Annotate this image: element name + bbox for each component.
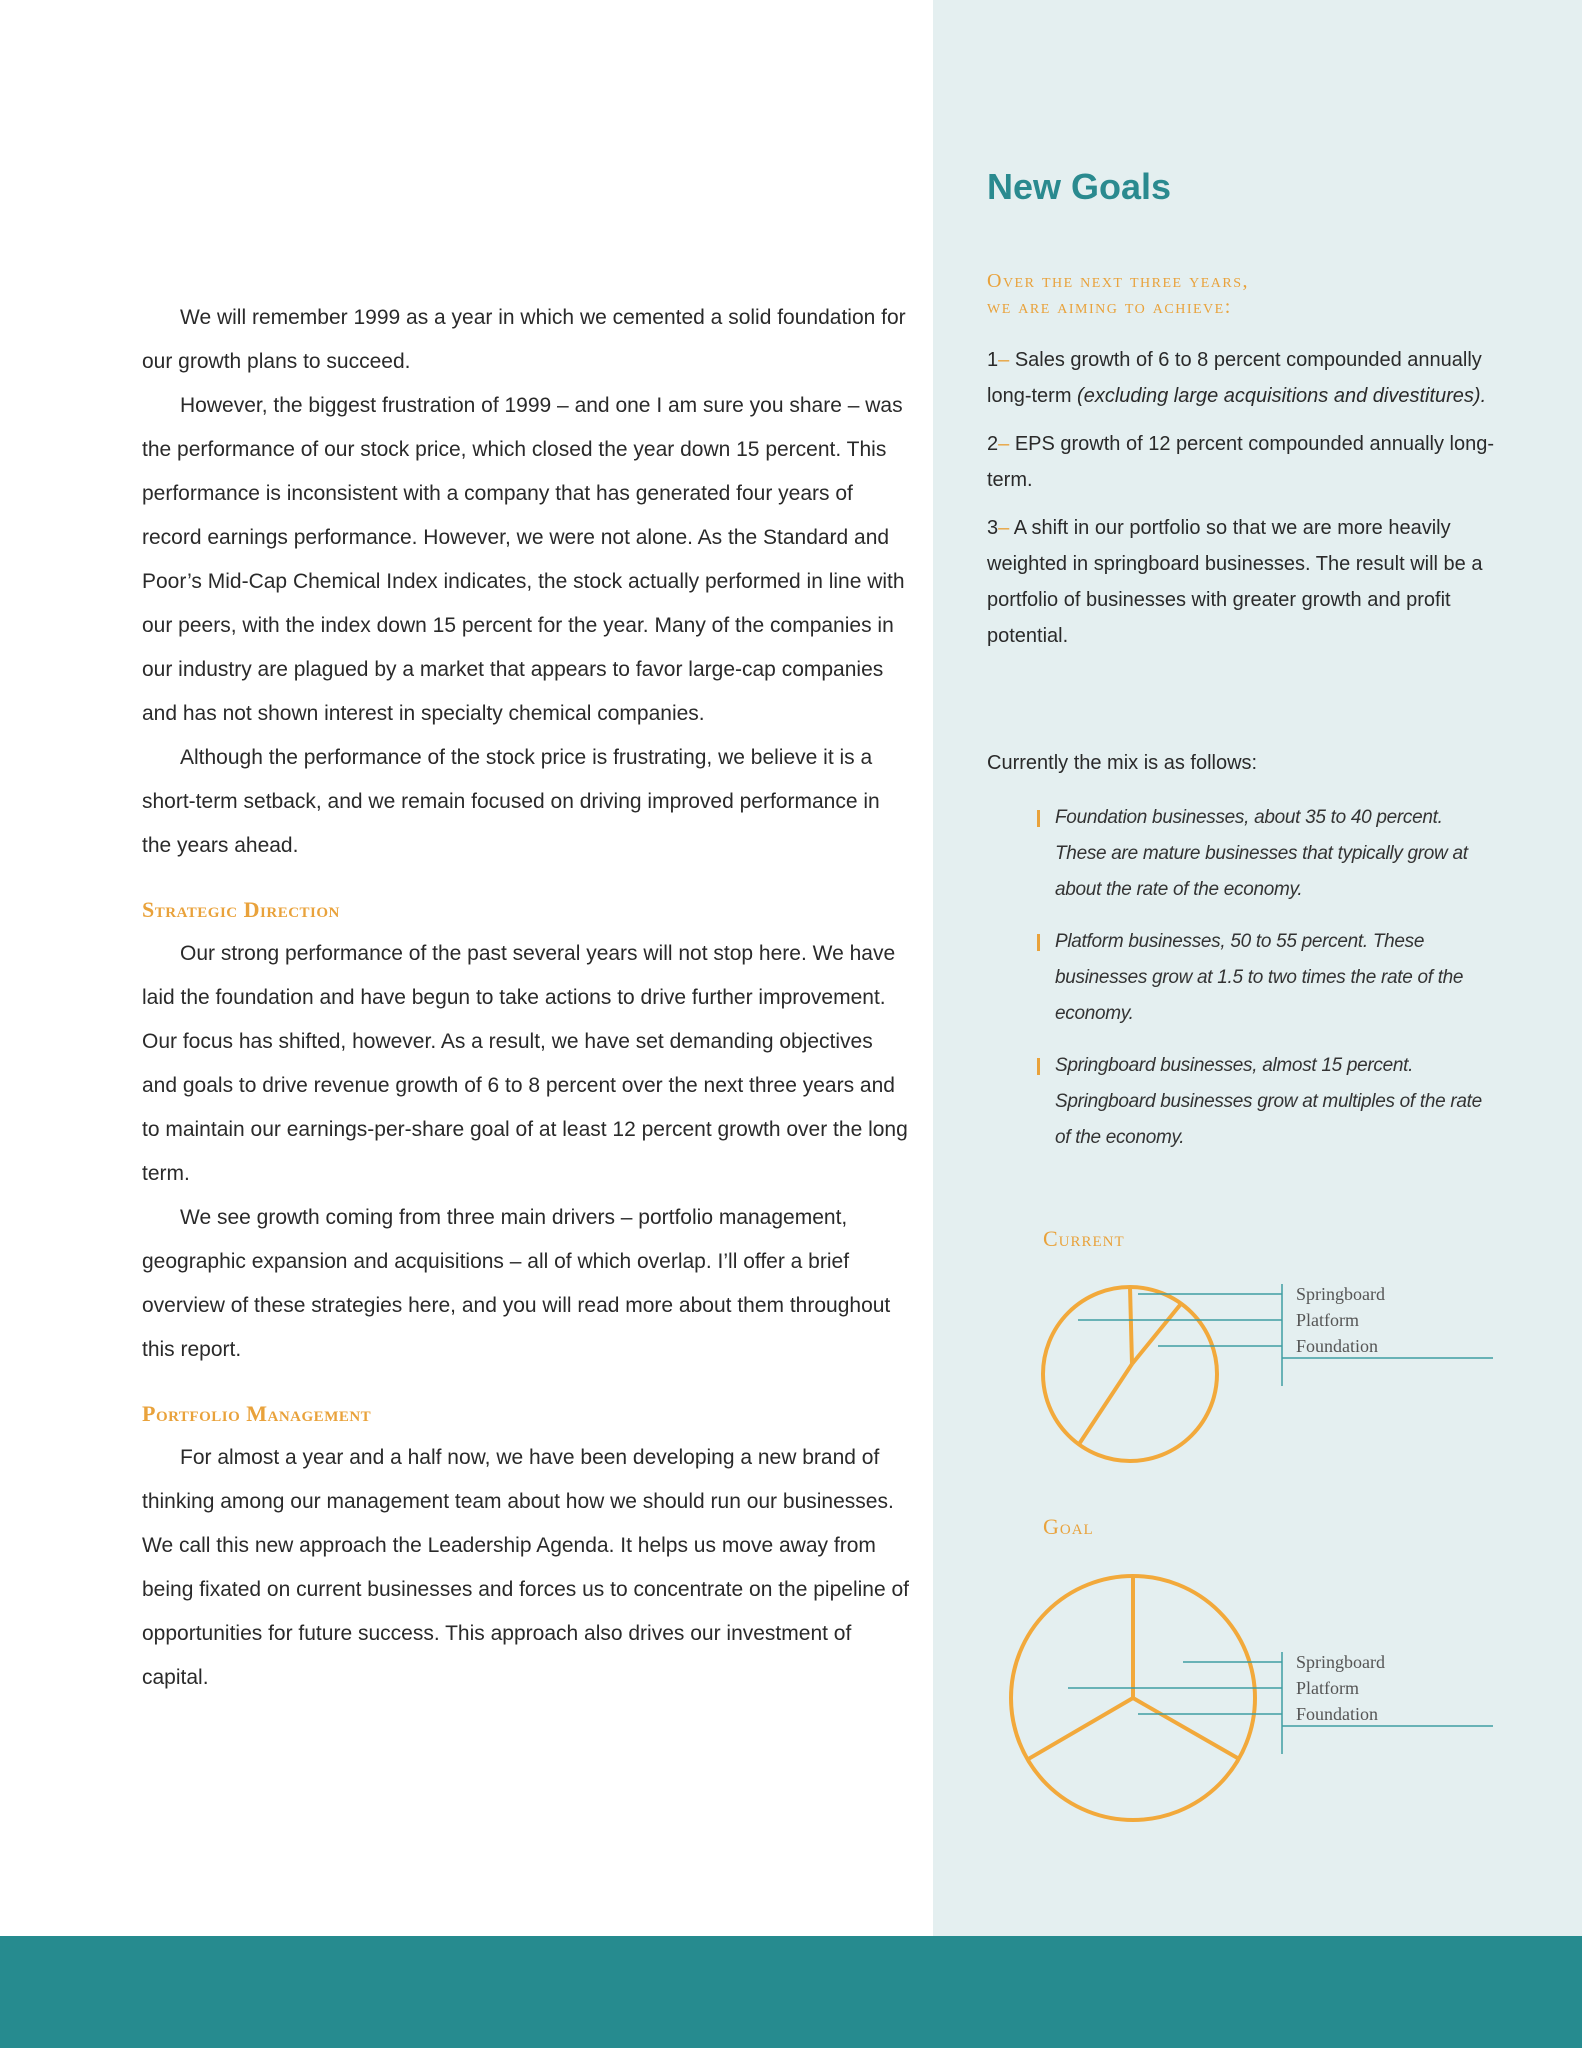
section-heading-portfolio-management: Portfolio Management <box>142 1401 372 1426</box>
pie-slice-springboard <box>1130 1287 1132 1364</box>
pie-slice-platform <box>1133 1698 1239 1759</box>
body-paragraph: Although the performance of the stock price is frustrating, we believe it is a short-term setback, and we remain focused on driving improved performance in the years ahead. <box>142 746 880 857</box>
goal-dash: – <box>998 517 1010 539</box>
pie-charts <box>933 0 1582 1936</box>
sidebar-title: New Goals <box>987 166 1172 207</box>
sidebar-subtitle-line: we are aiming to achieve: <box>987 296 1232 318</box>
goal-dash: – <box>998 349 1010 371</box>
legend-label-foundation: Foundation <box>1296 1704 1379 1724</box>
mix-intro: Currently the mix is as follows: <box>987 752 1258 774</box>
goal-text: A shift in our portfolio so that we are more heavily weighted in springboard businesses. The result will be a portfolio of businesses with greater growth and profit potential. <box>987 517 1483 647</box>
goal-number: 1 <box>987 349 999 371</box>
section-heading-strategic-direction: Strategic Direction <box>142 897 340 922</box>
body-paragraph: We see growth coming from three main drivers – portfolio management, geographic expansion and acquisitions – all of which overlap. I’ll offer a brief overview of these strategies here, and you will read more about them throughout this report. <box>142 1206 891 1361</box>
goal-italic-note: (excluding large acquisitions and divestitures). <box>1077 385 1487 407</box>
body-paragraph: However, the biggest frustration of 1999 – and one I am sure you share – was the performance of our stock price, which closed the year down 15 percent. This performance is inconsistent with a company that has generated four years of record earnings performance. However, we were not alone. As the Standard and Poor’s Mid-Cap Chemical Index indicates, the stock actually performed in line with our peers, with the index down 15 percent for the year. Many of the companies in our industry are plagued by a market that appears to favor large-cap companies and has not shown interest in specialty chemical companies. <box>142 394 905 725</box>
pie-slice-foundation <box>1028 1698 1133 1759</box>
mix-item-text: Foundation businesses, about 35 to 40 percent. These are mature businesses that typically grow at about the rate of the economy. <box>1055 807 1468 900</box>
goal-text: Sales growth of 6 to 8 percent compounded annually long-term <box>987 349 1482 407</box>
goal-text: EPS growth of 12 percent compounded annually long-term. <box>987 433 1495 491</box>
goals-sidebar <box>933 0 1582 1936</box>
body-paragraph: We will remember 1999 as a year in which we cemented a solid foundation for our growth plans to succeed. <box>142 306 906 373</box>
footer-band <box>0 1936 1582 2048</box>
body-paragraph: For almost a year and a half now, we have been developing a new brand of thinking among our management team about how we should run our businesses. We call this new approach the Leadership Agenda. It helps us move away from being fixated on current businesses and forces us to concentrate on the pipeline of opportunities for future success. This approach also drives our investment of capital. <box>142 1446 909 1689</box>
mix-item-text: Platform businesses, 50 to 55 percent. These businesses grow at 1.5 to two times the rate of the economy. <box>1055 931 1464 1024</box>
pie-slice-platform <box>1132 1304 1181 1364</box>
goal-dash: – <box>998 433 1010 455</box>
legend-label-platform: Platform <box>1296 1678 1359 1698</box>
legend-label-foundation: Foundation <box>1296 1336 1379 1356</box>
mix-item-text: Springboard businesses, almost 15 percent. Springboard businesses grow at multiples of the rate of the economy. <box>1055 1055 1482 1148</box>
legend-label-platform: Platform <box>1296 1310 1359 1330</box>
chart-title-goal: Goal <box>1043 1514 1094 1539</box>
pie-slice-foundation <box>1079 1364 1132 1444</box>
body-paragraph: Our strong performance of the past several years will not stop here. We have laid the foundation and have begun to take actions to drive further improvement. Our focus has shifted, however. As a result, we have set demanding objectives and goals to drive revenue growth of 6 to 8 percent over the next three years and to maintain our earnings-per-share goal of at least 12 percent growth over the long term. <box>142 942 908 1185</box>
main-column <box>142 296 912 1700</box>
pie-chart-current <box>1043 1284 1493 1461</box>
pie-chart-goal <box>1011 1576 1493 1820</box>
legend-label-springboard: Springboard <box>1296 1652 1385 1672</box>
chart-title-current: Current <box>1043 1226 1125 1251</box>
goal-number: 3 <box>987 517 999 539</box>
goal-number: 2 <box>987 433 999 455</box>
legend-label-springboard: Springboard <box>1296 1284 1385 1304</box>
sidebar-subtitle-line: Over the next three years, <box>987 270 1249 292</box>
